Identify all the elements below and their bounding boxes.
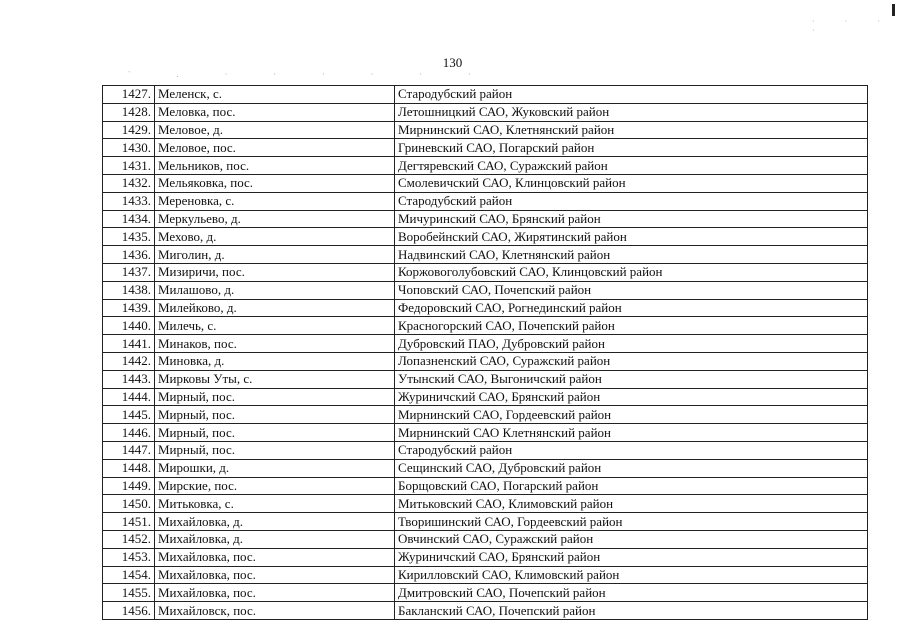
settlement-name: Мирковы Уты, с. xyxy=(155,370,395,388)
settlement-name: Михайловка, д. xyxy=(155,513,395,531)
settlement-name: Меловое, пос. xyxy=(155,139,395,157)
table-row xyxy=(103,424,868,442)
administrative-unit: Стародубский район xyxy=(395,86,868,104)
settlement-name: Миголин, д. xyxy=(155,246,395,264)
row-number: 1428. xyxy=(103,103,155,121)
table-row xyxy=(103,86,868,104)
settlement-name: Михайловка, пос. xyxy=(155,566,395,584)
administrative-unit: Сещинский САО, Дубровский район xyxy=(395,459,868,477)
table-row xyxy=(103,299,868,317)
row-number: 1435. xyxy=(103,228,155,246)
table-row xyxy=(103,121,868,139)
row-number: 1444. xyxy=(103,388,155,406)
administrative-unit: Смолевичский САО, Клинцовский район xyxy=(395,174,868,192)
row-number: 1437. xyxy=(103,263,155,281)
scan-artifact-specks: ` . · · · · · · xyxy=(128,70,493,79)
administrative-unit: Мирнинский САО, Клетнянский район xyxy=(395,121,868,139)
row-number: 1439. xyxy=(103,299,155,317)
row-number: 1451. xyxy=(103,513,155,531)
settlement-name: Минаков, пос. xyxy=(155,335,395,353)
row-number: 1434. xyxy=(103,210,155,228)
administrative-unit: Дубровский ПАО, Дубровский район xyxy=(395,335,868,353)
administrative-unit: Журиничский САО, Брянский район xyxy=(395,388,868,406)
row-number: 1440. xyxy=(103,317,155,335)
administrative-unit: Овчинский САО, Суражский район xyxy=(395,530,868,548)
settlement-name: Миновка, д. xyxy=(155,352,395,370)
row-number: 1430. xyxy=(103,139,155,157)
administrative-unit: Митьковский САО, Климовский район xyxy=(395,495,868,513)
administrative-unit: Мирнинский САО, Гордеевский район xyxy=(395,406,868,424)
row-number: 1449. xyxy=(103,477,155,495)
table-row xyxy=(103,317,868,335)
administrative-unit: Журиничский САО, Брянский район xyxy=(395,548,868,566)
table-row xyxy=(103,139,868,157)
administrative-unit: Воробейнский САО, Жирятинский район xyxy=(395,228,868,246)
administrative-unit: Летошницкий САО, Жуковский район xyxy=(395,103,868,121)
administrative-unit: Чоповский САО, Почепский район xyxy=(395,281,868,299)
table-row xyxy=(103,548,868,566)
row-number: 1448. xyxy=(103,459,155,477)
row-number: 1441. xyxy=(103,335,155,353)
settlement-name: Мельяковка, пос. xyxy=(155,174,395,192)
row-number: 1438. xyxy=(103,281,155,299)
administrative-unit: Стародубский район xyxy=(395,192,868,210)
table-row xyxy=(103,174,868,192)
row-number: 1432. xyxy=(103,174,155,192)
administrative-unit: Надвинский САО, Клетнянский район xyxy=(395,246,868,264)
administrative-unit: Борщовский САО, Погарский район xyxy=(395,477,868,495)
settlement-name: Мизиричи, пос. xyxy=(155,263,395,281)
table-row xyxy=(103,566,868,584)
settlement-name: Милечь, с. xyxy=(155,317,395,335)
row-number: 1450. xyxy=(103,495,155,513)
settlement-name: Михайловка, пос. xyxy=(155,548,395,566)
settlement-name: Милейково, д. xyxy=(155,299,395,317)
settlement-name: Милашово, д. xyxy=(155,281,395,299)
settlement-table xyxy=(102,85,868,620)
scan-artifact-dots: · · · · xyxy=(812,17,894,35)
table-row xyxy=(103,513,868,531)
row-number: 1447. xyxy=(103,441,155,459)
row-number: 1433. xyxy=(103,192,155,210)
page-number: 130 xyxy=(442,55,463,70)
table-row xyxy=(103,281,868,299)
table-row xyxy=(103,210,868,228)
table-row xyxy=(103,441,868,459)
administrative-unit: Кирилловский САО, Климовский район xyxy=(395,566,868,584)
row-number: 1429. xyxy=(103,121,155,139)
table-row xyxy=(103,192,868,210)
administrative-unit: Утынский САО, Выгоничский район xyxy=(395,370,868,388)
table-row xyxy=(103,246,868,264)
scan-edge-mark xyxy=(892,4,895,16)
administrative-unit: Гриневский САО, Погарский район xyxy=(395,139,868,157)
administrative-unit: Мирнинский САО Клетнянский район xyxy=(395,424,868,442)
administrative-unit: Творишинский САО, Гордеевский район xyxy=(395,513,868,531)
administrative-unit: Коржовоголубовский САО, Клинцовский район xyxy=(395,263,868,281)
row-number: 1427. xyxy=(103,86,155,104)
table-row xyxy=(103,602,868,620)
settlement-name: Меркульево, д. xyxy=(155,210,395,228)
table-row xyxy=(103,584,868,602)
administrative-unit: Дмитровский САО, Почепский район xyxy=(395,584,868,602)
table-row xyxy=(103,335,868,353)
settlement-name: Мирские, пос. xyxy=(155,477,395,495)
settlement-name: Мирный, пос. xyxy=(155,406,395,424)
administrative-unit: Федоровский САО, Рогнединский район xyxy=(395,299,868,317)
settlement-name: Меловка, пос. xyxy=(155,103,395,121)
row-number: 1454. xyxy=(103,566,155,584)
settlement-name: Мирный, пос. xyxy=(155,388,395,406)
settlement-name: Михайловка, пос. xyxy=(155,584,395,602)
settlement-name: Мельников, пос. xyxy=(155,157,395,175)
table-row xyxy=(103,157,868,175)
table-row xyxy=(103,388,868,406)
row-number: 1442. xyxy=(103,352,155,370)
row-number: 1456. xyxy=(103,602,155,620)
row-number: 1455. xyxy=(103,584,155,602)
table-row xyxy=(103,477,868,495)
settlement-name: Митьковка, с. xyxy=(155,495,395,513)
settlement-name: Меловое, д. xyxy=(155,121,395,139)
administrative-unit: Лопазненский САО, Суражский район xyxy=(395,352,868,370)
settlement-name: Мирный, пос. xyxy=(155,441,395,459)
row-number: 1446. xyxy=(103,424,155,442)
settlement-name: Мирошки, д. xyxy=(155,459,395,477)
row-number: 1443. xyxy=(103,370,155,388)
table-row xyxy=(103,263,868,281)
table-row xyxy=(103,530,868,548)
row-number: 1445. xyxy=(103,406,155,424)
administrative-unit: Красногорский САО, Почепский район xyxy=(395,317,868,335)
settlement-name: Михайловск, пос. xyxy=(155,602,395,620)
table-row xyxy=(103,495,868,513)
table-row xyxy=(103,370,868,388)
row-number: 1431. xyxy=(103,157,155,175)
row-number: 1453. xyxy=(103,548,155,566)
settlement-name: Мехово, д. xyxy=(155,228,395,246)
administrative-unit: Бакланский САО, Почепский район xyxy=(395,602,868,620)
settlement-name: Меленск, с. xyxy=(155,86,395,104)
row-number: 1436. xyxy=(103,246,155,264)
settlement-name: Мирный, пос. xyxy=(155,424,395,442)
table-row xyxy=(103,352,868,370)
row-number: 1452. xyxy=(103,530,155,548)
table-row xyxy=(103,103,868,121)
table-row xyxy=(103,459,868,477)
table-row xyxy=(103,406,868,424)
administrative-unit: Стародубский район xyxy=(395,441,868,459)
settlement-table-body xyxy=(103,86,868,620)
administrative-unit: Мичуринский САО, Брянский район xyxy=(395,210,868,228)
table-row xyxy=(103,228,868,246)
settlement-name: Михайловка, д. xyxy=(155,530,395,548)
administrative-unit: Дегтяревский САО, Суражский район xyxy=(395,157,868,175)
settlement-name: Мереновка, с. xyxy=(155,192,395,210)
